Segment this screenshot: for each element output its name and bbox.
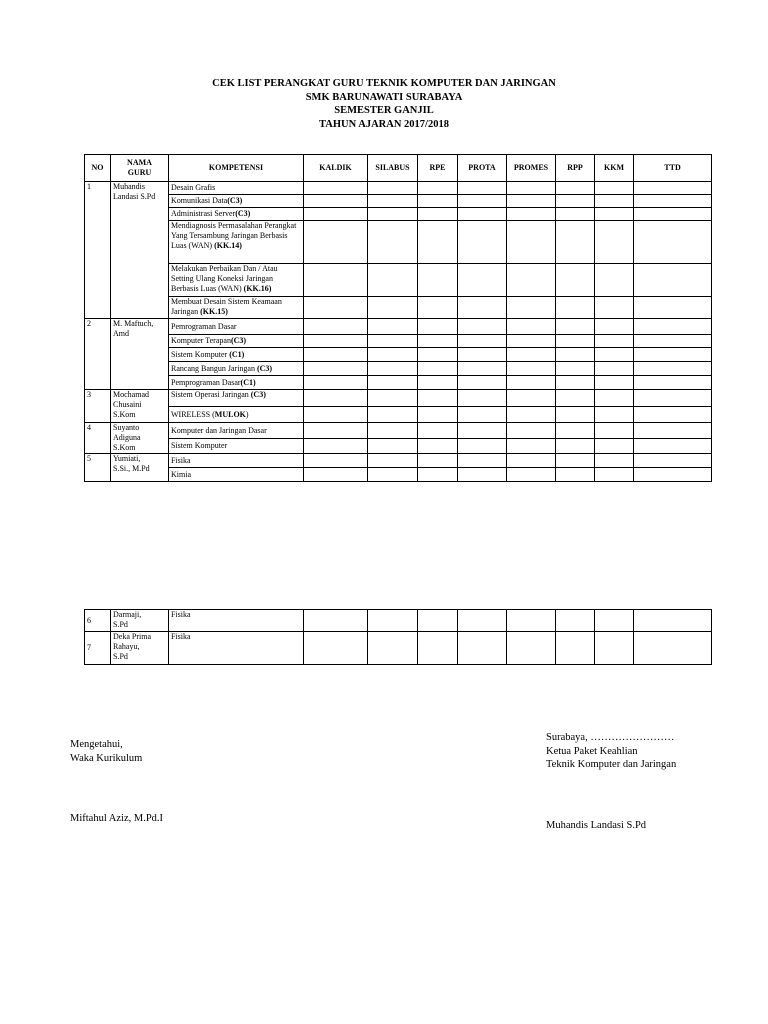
check-cell-kaldik[interactable] xyxy=(304,468,368,482)
competency-code: (C1) xyxy=(229,349,245,359)
teacher-name-line: Darmaji, xyxy=(113,610,142,619)
row-number: 5 xyxy=(85,454,111,482)
table-row xyxy=(85,610,712,632)
check-cell-silabus[interactable] xyxy=(368,362,418,376)
competency-text: Rancang Bangun Jaringan xyxy=(171,363,257,373)
competency-cell xyxy=(169,195,304,208)
competency-text: Desain Grafis xyxy=(171,183,216,192)
check-cell-promes[interactable] xyxy=(507,423,556,439)
check-cell-rpp[interactable] xyxy=(556,407,595,423)
header-kaldik: KALDIK xyxy=(304,155,368,182)
check-cell-prota[interactable] xyxy=(458,362,507,376)
teacher-name-line: Yumiati, xyxy=(113,454,141,463)
check-cell-prota[interactable] xyxy=(458,335,507,348)
table-row xyxy=(85,376,712,390)
check-cell-kkm[interactable] xyxy=(595,390,634,407)
check-cell-rpp[interactable] xyxy=(556,182,595,195)
check-cell-rpp[interactable] xyxy=(556,319,595,335)
competency-text: Sistem Operasi Jaringan xyxy=(171,390,251,399)
competency-code: MULOK xyxy=(214,409,246,419)
check-cell-rpe[interactable] xyxy=(418,454,458,468)
check-cell-rpe[interactable] xyxy=(418,348,458,362)
competency-cell xyxy=(169,407,304,423)
check-cell-ttd[interactable] xyxy=(634,468,712,482)
check-cell-rpp[interactable] xyxy=(556,335,595,348)
competency-code: (KK.15) xyxy=(200,307,228,316)
check-cell-silabus[interactable] xyxy=(368,407,418,423)
table-row xyxy=(85,348,712,362)
check-cell-rpp[interactable] xyxy=(556,454,595,468)
check-cell-kaldik[interactable] xyxy=(304,376,368,390)
competency-text: Pemprograman Dasar xyxy=(171,377,241,387)
check-cell-silabus[interactable] xyxy=(368,319,418,335)
check-cell-kkm[interactable] xyxy=(595,297,634,319)
competency-text: Fisika xyxy=(171,610,191,619)
check-cell-silabus[interactable] xyxy=(368,390,418,407)
check-cell-kaldik[interactable] xyxy=(304,632,368,665)
signer-department: Teknik Komputer dan Jaringan xyxy=(546,759,677,770)
competency-code: (KK.16) xyxy=(243,284,272,293)
check-cell-ttd[interactable] xyxy=(634,423,712,439)
teacher-name-line: Rahayu, xyxy=(113,642,140,651)
row-number: 6 xyxy=(85,610,111,632)
approval-role: Waka Kurikulum xyxy=(70,752,143,764)
check-cell-rpp[interactable] xyxy=(556,632,595,665)
competency-cell xyxy=(169,348,304,362)
teacher-name-line: Adiguna xyxy=(113,433,141,442)
check-cell-rpe[interactable] xyxy=(418,423,458,439)
check-cell-silabus[interactable] xyxy=(368,195,418,208)
header-silabus: SILABUS xyxy=(368,155,418,182)
teacher-name-line: M. Maftuch, xyxy=(113,319,154,328)
header-no: NO xyxy=(85,155,111,182)
check-cell-ttd[interactable] xyxy=(634,407,712,423)
check-cell-ttd[interactable] xyxy=(634,390,712,407)
check-cell-prota[interactable] xyxy=(458,208,507,221)
check-cell-silabus[interactable] xyxy=(368,297,418,319)
check-cell-kaldik[interactable] xyxy=(304,297,368,319)
place-date: Surabaya, …………………… xyxy=(546,732,675,743)
check-cell-rpp[interactable] xyxy=(556,264,595,297)
check-cell-rpe[interactable] xyxy=(418,335,458,348)
check-cell-kkm[interactable] xyxy=(595,195,634,208)
check-cell-ttd[interactable] xyxy=(634,297,712,319)
check-cell-rpp[interactable] xyxy=(556,423,595,439)
teacher-name-line: Muhandis xyxy=(113,182,145,191)
check-cell-promes[interactable] xyxy=(507,632,556,665)
check-cell-rpe[interactable] xyxy=(418,297,458,319)
teacher-name xyxy=(111,632,169,665)
table-row xyxy=(85,423,712,439)
check-cell-ttd[interactable] xyxy=(634,221,712,264)
competency-text: Komputer Terapan xyxy=(171,336,231,345)
check-cell-rpp[interactable] xyxy=(556,390,595,407)
check-cell-kkm[interactable] xyxy=(595,362,634,376)
teacher-name xyxy=(111,423,169,454)
header-nama-line1: NAMA xyxy=(127,158,152,167)
check-cell-promes[interactable] xyxy=(507,319,556,335)
table-row xyxy=(85,221,712,264)
check-cell-silabus[interactable] xyxy=(368,632,418,665)
check-cell-rpp[interactable] xyxy=(556,297,595,319)
header-ttd: TTD xyxy=(634,155,712,182)
check-cell-rpp[interactable] xyxy=(556,376,595,390)
row-number: 1 xyxy=(85,182,111,319)
check-cell-silabus[interactable] xyxy=(368,423,418,439)
check-cell-promes[interactable] xyxy=(507,348,556,362)
check-cell-kaldik[interactable] xyxy=(304,610,368,632)
competency-cell xyxy=(169,439,304,454)
check-cell-promes[interactable] xyxy=(507,297,556,319)
check-cell-prota[interactable] xyxy=(458,632,507,665)
competency-text: Sistem Komputer xyxy=(171,349,230,359)
check-cell-kkm[interactable] xyxy=(595,423,634,439)
teacher-name-line: Deka Prima xyxy=(113,632,151,641)
approval-label: Mengetahui, xyxy=(70,739,123,750)
check-cell-kkm[interactable] xyxy=(595,182,634,195)
competency-cell xyxy=(169,468,304,482)
competency-text: Komputer dan Jaringan Dasar xyxy=(171,425,267,435)
competency-text: Fisika xyxy=(171,455,191,465)
check-cell-promes[interactable] xyxy=(507,195,556,208)
table-row xyxy=(85,335,712,348)
competency-cell xyxy=(169,362,304,376)
check-cell-rpe[interactable] xyxy=(418,390,458,407)
check-cell-ttd[interactable] xyxy=(634,319,712,335)
check-cell-kaldik[interactable] xyxy=(304,335,368,348)
check-cell-prota[interactable] xyxy=(458,195,507,208)
check-cell-kaldik[interactable] xyxy=(304,348,368,362)
check-cell-ttd[interactable] xyxy=(634,454,712,468)
header-kompetensi: KOMPETENSI xyxy=(169,155,304,182)
competency-code: (C3) xyxy=(230,336,247,345)
competency-text: Fisika xyxy=(171,632,191,641)
check-cell-promes[interactable] xyxy=(507,610,556,632)
header-kkm: KKM xyxy=(595,155,634,182)
table-row xyxy=(85,468,712,482)
check-cell-promes[interactable] xyxy=(507,264,556,297)
competency-text: Komunikasi Data xyxy=(171,196,228,205)
check-cell-kkm[interactable] xyxy=(595,610,634,632)
competency-text: Melakukan Perbaikan Dan / Atau Setting Ulang Koneksi Jaringan Berbasis Luas (WAN) xyxy=(171,264,278,293)
check-cell-kkm[interactable] xyxy=(595,319,634,335)
table-row xyxy=(85,362,712,376)
check-cell-kaldik[interactable] xyxy=(304,208,368,221)
competency-cell xyxy=(169,454,304,468)
table-row xyxy=(85,297,712,319)
check-cell-promes[interactable] xyxy=(507,454,556,468)
check-cell-rpp[interactable] xyxy=(556,610,595,632)
check-cell-rpe[interactable] xyxy=(418,208,458,221)
check-cell-promes[interactable] xyxy=(507,221,556,264)
check-cell-kaldik[interactable] xyxy=(304,390,368,407)
check-cell-kkm[interactable] xyxy=(595,407,634,423)
check-cell-kkm[interactable] xyxy=(595,468,634,482)
row-number: 3 xyxy=(85,390,111,423)
check-cell-prota[interactable] xyxy=(458,439,507,454)
check-cell-kaldik[interactable] xyxy=(304,319,368,335)
competency-cell xyxy=(169,208,304,221)
check-cell-promes[interactable] xyxy=(507,376,556,390)
check-cell-kkm[interactable] xyxy=(595,376,634,390)
check-cell-kkm[interactable] xyxy=(595,208,634,221)
header-rpp: RPP xyxy=(556,155,595,182)
check-cell-ttd[interactable] xyxy=(634,208,712,221)
competency-text: WIRELESS ( xyxy=(171,409,215,419)
check-cell-ttd[interactable] xyxy=(634,439,712,454)
competency-cell xyxy=(169,390,304,407)
competency-text: Mendiagnosis Permasalahan Perangkat Yang Tersambung Jaringan Berbasis Luas (WAN) xyxy=(171,221,297,250)
row-number: 7 xyxy=(85,632,111,665)
check-cell-kkm[interactable] xyxy=(595,264,634,297)
table-row xyxy=(85,195,712,208)
academic-year: TAHUN AJARAN 2017/2018 xyxy=(319,118,449,130)
check-cell-prota[interactable] xyxy=(458,264,507,297)
check-cell-rpe[interactable] xyxy=(418,264,458,297)
check-cell-promes[interactable] xyxy=(507,390,556,407)
check-cell-kkm[interactable] xyxy=(595,221,634,264)
competency-code: (C3) xyxy=(256,363,273,373)
check-cell-kkm[interactable] xyxy=(595,439,634,454)
document-header xyxy=(0,77,768,131)
teacher-name-line: S.Pd xyxy=(113,652,128,661)
check-cell-rpe[interactable] xyxy=(418,221,458,264)
competency-code: (C3) xyxy=(235,209,251,218)
check-cell-silabus[interactable] xyxy=(368,468,418,482)
check-cell-kaldik[interactable] xyxy=(304,182,368,195)
competency-text: Sistem Komputer xyxy=(171,441,228,450)
semester-label: SEMESTER GANJIL xyxy=(334,105,434,116)
check-cell-kaldik[interactable] xyxy=(304,195,368,208)
check-cell-promes[interactable] xyxy=(507,407,556,423)
check-cell-kaldik[interactable] xyxy=(304,454,368,468)
check-cell-rpp[interactable] xyxy=(556,208,595,221)
header-prota: PROTA xyxy=(458,155,507,182)
teacher-name-line: S.Si., M.Pd xyxy=(113,464,150,473)
check-cell-rpp[interactable] xyxy=(556,195,595,208)
approval-block xyxy=(70,738,142,765)
header-promes: PROMES xyxy=(507,155,556,182)
check-cell-ttd[interactable] xyxy=(634,335,712,348)
teacher-name-line: S.Kom xyxy=(113,443,136,452)
check-cell-kkm[interactable] xyxy=(595,632,634,665)
table-row xyxy=(85,407,712,423)
table-row xyxy=(85,182,712,195)
check-cell-kaldik[interactable] xyxy=(304,423,368,439)
table-row xyxy=(85,632,712,665)
check-cell-rpe[interactable] xyxy=(418,182,458,195)
check-cell-prota[interactable] xyxy=(458,390,507,407)
check-cell-ttd[interactable] xyxy=(634,264,712,297)
signer-name: Muhandis Landasi S.Pd xyxy=(546,820,647,831)
teacher-name xyxy=(111,182,169,319)
check-cell-kaldik[interactable] xyxy=(304,362,368,376)
row-number: 4 xyxy=(85,423,111,454)
check-cell-ttd[interactable] xyxy=(634,376,712,390)
check-cell-prota[interactable] xyxy=(458,468,507,482)
check-cell-kkm[interactable] xyxy=(595,348,634,362)
check-cell-rpe[interactable] xyxy=(418,632,458,665)
table-row xyxy=(85,454,712,468)
check-cell-ttd[interactable] xyxy=(634,610,712,632)
check-cell-silabus[interactable] xyxy=(368,454,418,468)
check-cell-prota[interactable] xyxy=(458,407,507,423)
competency-text: Kimia xyxy=(171,469,191,479)
teacher-name-line: Landasi S.Pd xyxy=(113,192,156,201)
competency-text: Membuat Desain Sistem Keamaan Jaringan xyxy=(171,297,282,316)
check-cell-kaldik[interactable] xyxy=(304,407,368,423)
check-cell-rpp[interactable] xyxy=(556,468,595,482)
check-cell-silabus[interactable] xyxy=(368,208,418,221)
teacher-name-line: Mochamad xyxy=(113,390,149,399)
check-cell-kaldik[interactable] xyxy=(304,439,368,454)
competency-cell xyxy=(169,264,304,297)
check-cell-rpe[interactable] xyxy=(418,407,458,423)
competency-cell xyxy=(169,182,304,195)
check-cell-silabus[interactable] xyxy=(368,376,418,390)
table-row xyxy=(85,390,712,407)
check-cell-kaldik[interactable] xyxy=(304,221,368,264)
teacher-name xyxy=(111,454,169,482)
teacher-name-line: Amd xyxy=(113,329,129,338)
teacher-name-line: S.Kom xyxy=(113,410,136,419)
check-cell-promes[interactable] xyxy=(507,208,556,221)
check-cell-silabus[interactable] xyxy=(368,335,418,348)
competency-code: (KK.14) xyxy=(214,241,242,250)
check-cell-ttd[interactable] xyxy=(634,182,712,195)
check-cell-ttd[interactable] xyxy=(634,632,712,665)
table-row xyxy=(85,208,712,221)
check-cell-rpe[interactable] xyxy=(418,439,458,454)
school-name: SMK BARUNAWATI SURABAYA xyxy=(305,91,463,103)
competency-cell xyxy=(169,423,304,439)
signer-block xyxy=(546,731,676,772)
check-cell-promes[interactable] xyxy=(507,468,556,482)
check-cell-ttd[interactable] xyxy=(634,195,712,208)
competency-code: (C1) xyxy=(240,377,256,387)
check-cell-silabus[interactable] xyxy=(368,348,418,362)
check-cell-silabus[interactable] xyxy=(368,182,418,195)
check-cell-promes[interactable] xyxy=(507,182,556,195)
check-cell-prota[interactable] xyxy=(458,319,507,335)
teacher-name-line: Chusaini xyxy=(113,400,142,409)
check-cell-kaldik[interactable] xyxy=(304,264,368,297)
checklist-table-continued xyxy=(84,609,712,665)
teacher-name xyxy=(111,610,169,632)
check-cell-prota[interactable] xyxy=(458,297,507,319)
teacher-name-line: Suyanto xyxy=(113,423,140,432)
competency-text: Administrasi Server xyxy=(171,209,236,218)
check-cell-prota[interactable] xyxy=(458,423,507,439)
signer-role: Ketua Paket Keahlian xyxy=(546,745,638,757)
competency-cell xyxy=(169,632,304,665)
header-rpe: RPE xyxy=(418,155,458,182)
competency-cell xyxy=(169,335,304,348)
check-cell-promes[interactable] xyxy=(507,335,556,348)
row-number: 2 xyxy=(85,319,111,390)
check-cell-prota[interactable] xyxy=(458,376,507,390)
check-cell-rpp[interactable] xyxy=(556,348,595,362)
check-cell-prota[interactable] xyxy=(458,221,507,264)
check-cell-silabus[interactable] xyxy=(368,221,418,264)
check-cell-promes[interactable] xyxy=(507,439,556,454)
check-cell-rpp[interactable] xyxy=(556,362,595,376)
competency-cell xyxy=(169,610,304,632)
check-cell-rpp[interactable] xyxy=(556,439,595,454)
check-cell-promes[interactable] xyxy=(507,362,556,376)
check-cell-kkm[interactable] xyxy=(595,335,634,348)
check-cell-prota[interactable] xyxy=(458,348,507,362)
competency-cell xyxy=(169,319,304,335)
check-cell-kkm[interactable] xyxy=(595,454,634,468)
teacher-name xyxy=(111,319,169,390)
teacher-name xyxy=(111,390,169,423)
competency-cell xyxy=(169,297,304,319)
table-row xyxy=(85,319,712,335)
table-row xyxy=(85,439,712,454)
header-nama-guru xyxy=(111,155,169,182)
competency-code: (C3) xyxy=(227,196,243,205)
competency-code: (C3) xyxy=(250,390,266,399)
check-cell-rpe[interactable] xyxy=(418,610,458,632)
check-cell-ttd[interactable] xyxy=(634,362,712,376)
check-cell-ttd[interactable] xyxy=(634,348,712,362)
header-row xyxy=(85,155,712,182)
approver-name: Miftahul Aziz, M.Pd.I xyxy=(70,813,164,824)
checklist-table xyxy=(84,154,712,482)
competency-cell xyxy=(169,376,304,390)
competency-cell xyxy=(169,221,304,264)
header-nama-line2: GURU xyxy=(127,168,152,177)
check-cell-rpe[interactable] xyxy=(418,362,458,376)
competency-text: Pemrograman Dasar xyxy=(171,321,237,331)
document-title: CEK LIST PERANGKAT GURU TEKNIK KOMPUTER DAN JARINGAN xyxy=(212,78,556,89)
competency-text: ) xyxy=(245,409,249,419)
check-cell-rpp[interactable] xyxy=(556,221,595,264)
check-cell-rpe[interactable] xyxy=(418,319,458,335)
check-cell-silabus[interactable] xyxy=(368,439,418,454)
check-cell-prota[interactable] xyxy=(458,610,507,632)
check-cell-rpe[interactable] xyxy=(418,376,458,390)
check-cell-prota[interactable] xyxy=(458,454,507,468)
check-cell-rpe[interactable] xyxy=(418,195,458,208)
check-cell-rpe[interactable] xyxy=(418,468,458,482)
check-cell-silabus[interactable] xyxy=(368,610,418,632)
check-cell-prota[interactable] xyxy=(458,182,507,195)
table-row xyxy=(85,264,712,297)
check-cell-silabus[interactable] xyxy=(368,264,418,297)
teacher-name-line: S.Pd xyxy=(113,620,128,629)
